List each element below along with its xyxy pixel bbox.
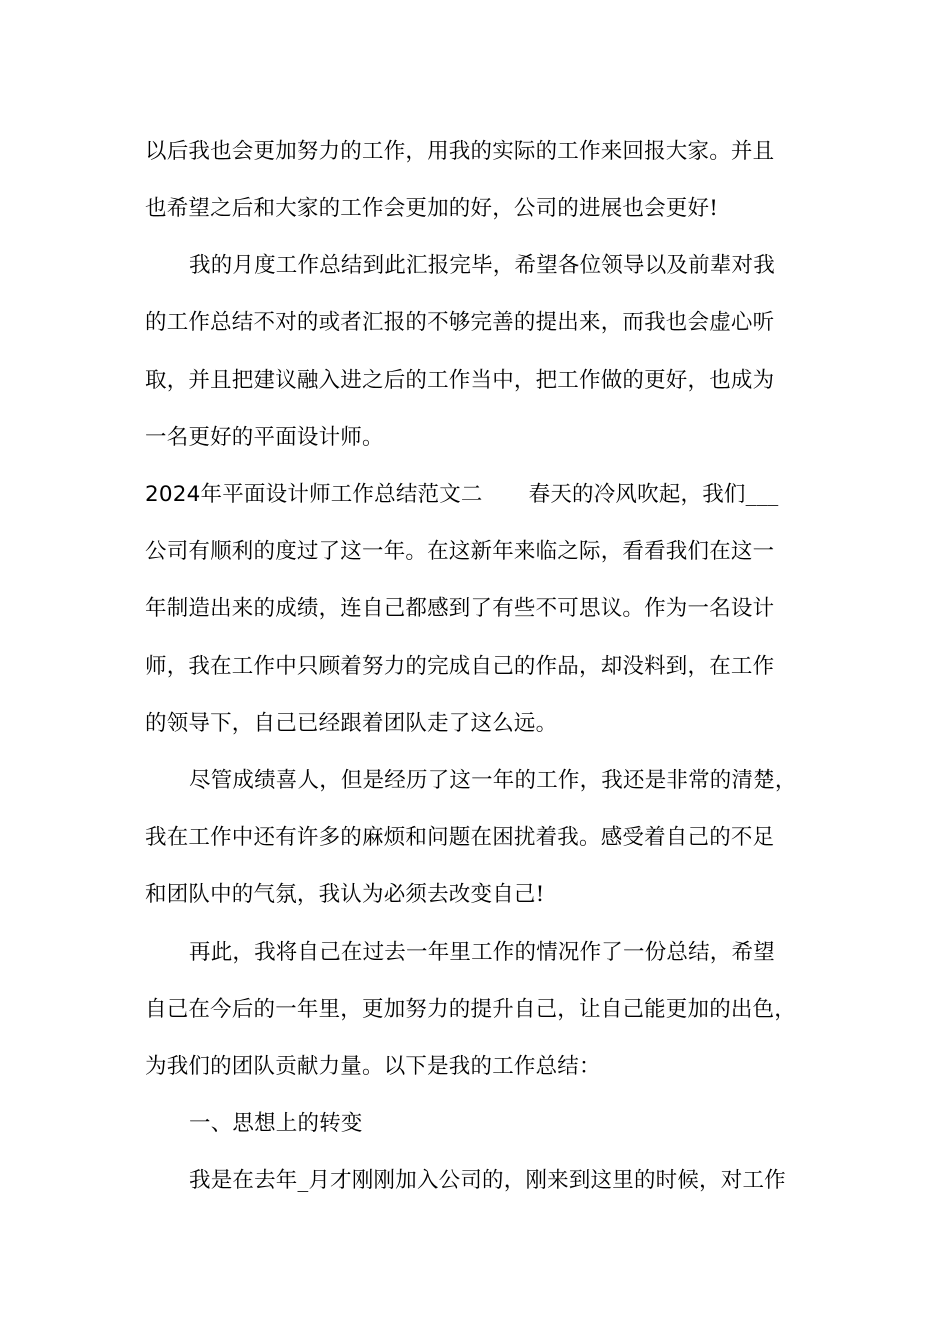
paragraph-line: 我在工作中还有许多的麻烦和问题在困扰着我。感受着自己的不足 (145, 825, 775, 850)
paragraph-line: 年制造出来的成绩，连自己都感到了有些不可思议。作为一名设计 (145, 596, 775, 621)
paragraph-line: 再此，我将自己在过去一年里工作的情况作了一份总结，希望 (189, 940, 775, 965)
paragraph-line: 我的月度工作总结到此汇报完毕，希望各位领导以及前辈对我 (189, 253, 775, 278)
paragraph-line: 的领导下，自己已经跟着团队走了这么远。 (145, 711, 558, 736)
paragraph-line: 自己在今后的一年里，更加努力的提升自己，让自己能更加的出色， (145, 997, 797, 1022)
paragraph-line: 和团队中的气氛，我认为必须去改变自己! (145, 882, 545, 907)
paragraph-line: 一名更好的平面设计师。 (145, 425, 384, 450)
heading-continuation: 春天的冷风吹起，我们___ (528, 482, 779, 507)
section-heading-line (145, 480, 778, 510)
subsection-heading: 一、思想上的转变 (189, 1111, 363, 1136)
paragraph-line: 为我们的团队贡献力量。以下是我的工作总结： (145, 1054, 601, 1079)
paragraph-line: 以后我也会更加努力的工作，用我的实际的工作来回报大家。并且 (145, 139, 775, 164)
paragraph-line: 尽管成绩喜人，但是经历了这一年的工作，我还是非常的清楚， (189, 768, 797, 793)
paragraph-line: 也希望之后和大家的工作会更加的好，公司的进展也会更好! (145, 196, 719, 221)
paragraph-line: 师，我在工作中只顾着努力的完成自己的作品，却没料到，在工作 (145, 654, 775, 679)
section-heading: 2024年平面设计师工作总结范文二 (145, 482, 483, 507)
paragraph-line: 我是在去年_月才刚刚加入公司的，刚来到这里的时候，对工作 (189, 1168, 786, 1193)
paragraph-line: 公司有顺利的度过了这一年。在这新年来临之际，看看我们在这一 (145, 539, 775, 564)
paragraph-line: 取，并且把建议融入进之后的工作当中，把工作做的更好，也成为 (145, 368, 775, 393)
paragraph-line: 的工作总结不对的或者汇报的不够完善的提出来，而我也会虚心听 (145, 310, 775, 335)
